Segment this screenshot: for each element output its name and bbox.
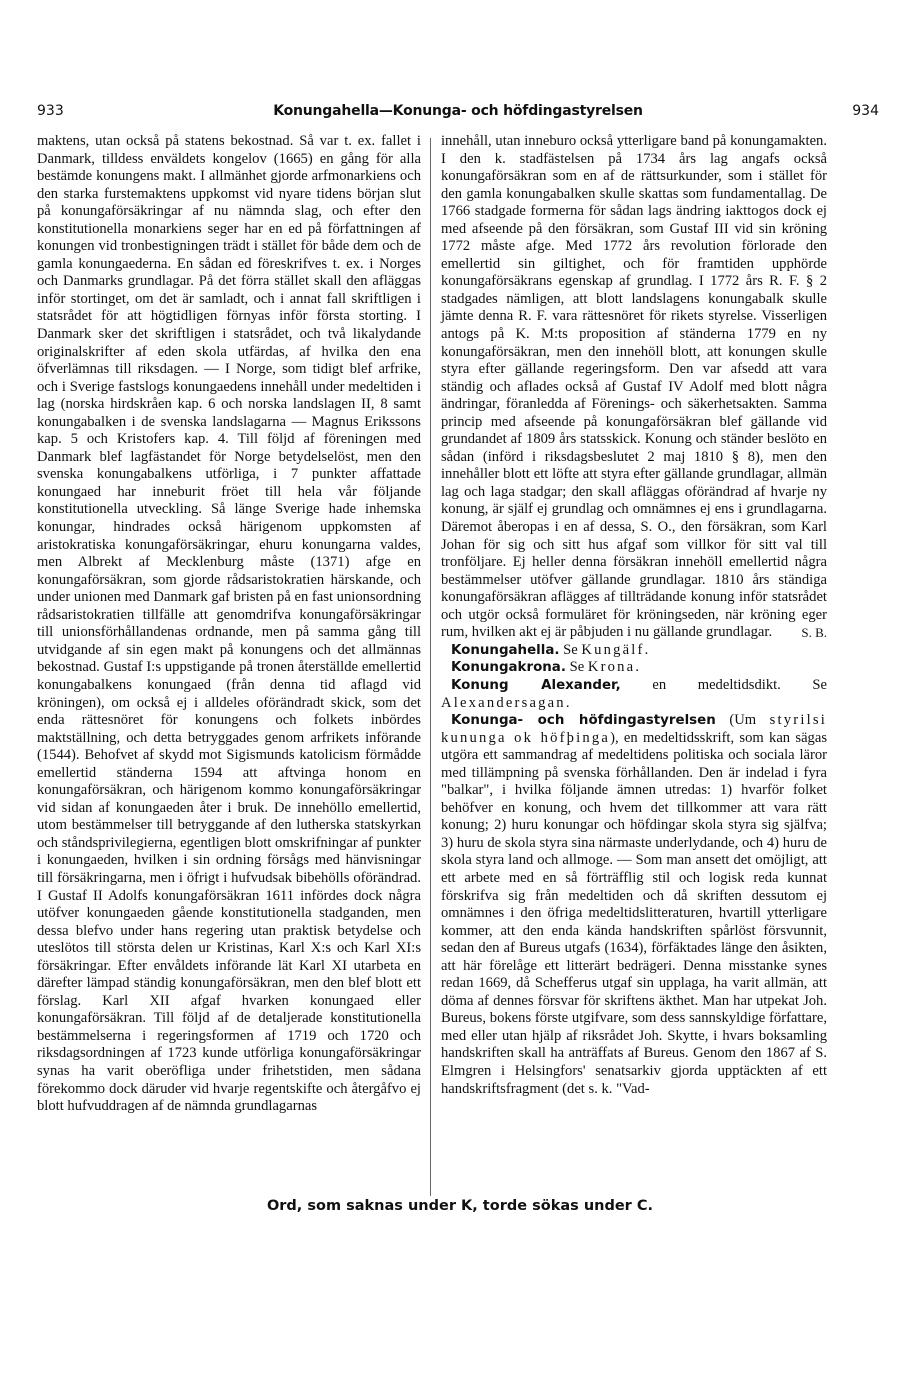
entry-end: . bbox=[644, 641, 649, 658]
entry-end: . bbox=[635, 659, 639, 676]
continuation-text: innehåll, utan inneburo också ytterligare band på konungamakten. I den k. stadfästelsen på 1734 års lag angafs också konungaförsäkran som en af de rättsurkunder, som i stället för den gamla konungabalken skulle skattas som fundamentallag. De 1766 stadgade formerna för sådan lags ändring iakttogos dock ej med afseende på den försäkran, som Gustaf III vid sin kröning 1772 måste afge. Med 1772 års revolution förlorade den emellertid sin giltighet, och för framtiden upphörde konungaförsäkrans egenskap af grundlag. I 1772 års R. F. § 2 stadgades nämligen, att blott landslagens konungabalk skulle jämte denna R. F. vara rättesnöret för rikets styrelse. Visserligen antogs på K. M:ts proposition af ständerna 1779 en ny konungaförsäkran, men den innehöll blott, att konungen skulle styra efter gällande regeringsform. Den var afsedd att vara ständig och aflades också af Gustaf IV Adolf med blott några ändringar, föranledda af Förenings- och säkerhetsakten. Samma princip med afseende på konungaförsäkran blef gällande vid grundandet af 1809 års statsskick. Konung och ständer beslöto en sådan (införd i riksdagsbeslutet 2 maj 1810 § 8), men den innehåller blott ett löfte att styra efter gällande grundlagar, allmän lag och laga stadgar; den skall afläggas oförändrad af hvarje ny konung, är själf ej grundlag och omnämnes ej ens i grundlagarna. Däremot åberopas i en af dessa, S. O., den försäkran, som Karl Johan för sig och sitt hus afgaf som villkor för sitt val till tronföljare. Ej heller denna försäkran innehöll emellertid några bestämmelser utöfver gällande grundlagar. 1810 års ständiga konungaförsäkran aflägges af tillträdande konung inför statsrådet och utgör också formuläret för kröningseden, när kröning eger rum, hvilken akt ej är påbjuden i nu gällande grundlagar. bbox=[441, 133, 827, 641]
footer-note: Ord, som saknas under K, torde sökas under C. bbox=[266, 1198, 654, 1214]
entry-cross-reference: Kungälf bbox=[581, 641, 645, 658]
right-page-number: 934 bbox=[852, 103, 879, 119]
entry-see: Se bbox=[569, 659, 585, 676]
entry-konunga-och-hofdingastyrelsen bbox=[441, 712, 827, 1098]
left-column bbox=[37, 133, 421, 1116]
author-signature: S. B. bbox=[801, 625, 827, 641]
entry-original-title: styrilsi kununga ok höfþinga bbox=[441, 712, 827, 746]
entry-cross-reference: Krona bbox=[587, 659, 636, 676]
running-header bbox=[37, 103, 879, 123]
entry-headword: Konunga- och höfdingastyrelsen bbox=[451, 713, 716, 729]
entry-headword: Konungakrona. bbox=[451, 660, 566, 676]
entry-body: ), en medeltidsskrift, som kan sägas utgöra ett sammandrag af medeltidens politiska och sociala läror med tillämpning på svenska förhållanden. Den är indelad i fyra "balkar", i hvilka följande ämnen utredas: 1) hvarför folket behöfver en konung, och hvem det tillkommer att vara rätt konung; 2) huru konungar och höfdingar skola styra sig själfva; 3) huru de skola styra sina närmaste underlydande, och 4) huru de skola styra land och allmoge. — Som man ansett det omöjligt, att ett arbete med en så förträfflig stil och logisk reda kunnat förskrifva sig från medeltiden och då skriften dessutom ej omnämnes i den öfriga medeltidslitteraturen, hvartill ytterligare kommer, att den enda kända handskriften spårlöst försvunnit, sedan den af Bureus utgafs (1634), förfäktades länge den åsikten, att här förelåge ett litterärt bedrägeri. Denna misstanke synes redan 1669, då Schefferus utgaf sin upplaga, ha varit allmän, att döma af dennes försvar för skriftens äkthet. Man har utpekat Joh. Bureus, bokens förste utgifvare, som dess sannskyldige författare, med eller utan hjälp af riksrådet Joh. Skytte, i hvars boksamling handskriften skall ha anträffats af Bureus. Genom den 1867 af S. Elmgren i Helsingfors' senatsarkiv gjorda upptäckten af ett handskriftsfragment (det s. k. "Vad- bbox=[441, 729, 827, 1097]
column-divider bbox=[430, 138, 431, 1196]
entry-headword: Konungahella. bbox=[451, 642, 560, 658]
right-column-continuation bbox=[441, 133, 827, 642]
running-title: Konungahella—Konunga- och höfdingastyrelsen bbox=[273, 103, 643, 119]
entry-cross-reference: Alexandersagan bbox=[441, 694, 566, 711]
entry-konungahella bbox=[441, 642, 827, 660]
entry-see: Se bbox=[563, 641, 578, 658]
entry-end: . bbox=[565, 694, 570, 711]
left-page-number: 933 bbox=[37, 103, 64, 119]
entry-paren-open: (Um bbox=[729, 712, 757, 729]
right-column bbox=[441, 133, 827, 1098]
left-column-text: maktens, utan också på statens bekostnad. Så var t. ex. fallet i Danmark, tilldess enväldets kongelov (1665) en gång för alla bestämde konungens makt. I allmänhet gjorde arfmonarkiens och den starka furstemaktens uppkomst vid nyare tidens början slut på konungaförsäkringar af nu nämnda slag, och efter den konstitutionella monarkiens seger har en ed på författningen af konungen vid tronbestigningen trädt i stället för både dem och de gamla konungaederna. En sådan ed föreskrifves t. ex. i Norges och Danmarks grundlagar. På det förra stället skall den afläggas inför stortinget, om det är samladt, och i annat fall skriftligen i statsrådet för att högtidligen förnyas inför första storting. I Danmark sker det skriftligen i statsrådet, och två likalydande originalskrifter af eden skola utfärdas, af hvilka den ena öfverlämnas till riksdagen. — I Norge, som tidigt blef arfrike, och i Sverige fastslogs konungaedens innehåll under medeltiden i lag (norska hirdskråen kap. 6 och norska landslagen II, 8 samt konungabalken i de svenska landslagarna — Magnus Erikssons kap. 5 och Kristofers kap. 4. Till följd af föreningen med Danmark blef lagfästandet för Norge betydelselöst, men den svenska konungabalkens utförliga, i 7 punkter affattade konungaed har inneburit fröet till hela vår följande konstitutionella utveckling. Så länge Sverige hade inhemska konungar, hindrades också härigenom uppkomsten af aristokratiska konungaförsäkringar, ehuru konungarna valdes, men Albrekt af Mecklenburg måste (1371) afge en konungaförsäkran, som gjorde rådsaristokratien härskande, och under unionen med Danmark gaf bristen på en fast unionsordning rådsaristokratien tillfälle att genomdrifva konungaförsäkringar till unionsförhållandenas ordnande, men på samma gång till utvidgande af sin egen makt på konungens och det allmännas bekostnad. Gustaf I:s uppstigande på tronen återställde emellertid konungabalkens konungaed (från denna tid aflagd vid kröningen), om också ej i alldeles oförändradt skick, som det enda rättesnöret för konungens och folkets inbördes maktställning, och detta betryggades genom arfrikets införande (1544). Behofvet af skydd mot Sigismunds katolicism förmådde emellertid ständerna 1594 att aftvinga honom en konungaförsäkran, och härigenom kommo konungaförsäkringar vid sidan af konungaeden åter i bruk. De innehöllo emellertid, utom bestämmelser till betryggande af den lutherska statskyrkan och ståndsprivilegierna, egentligen blott omskrifningar af punkter i konungaeden, hvilken i sin ordning försågs med hänvisningar till försäkringarna, men i öfrigt i hufvudsak bibehölls oförändrad. I Gustaf II Adolfs konungaförsäkran 1611 infördes dock några utöfver konungaeden gående konstitutionella stadganden, men dessa blefvo under hans regering utan praktisk betydelse och uteslötos till största delen ur Kristinas, Karl X:s och Karl XI:s försäkringar. Efter envåldets införande lät Karl XI utarbeta en därefter lämpad ständig konungaförsäkran, men den blef blott ett förslag. Karl XII afgaf hvarken konungaed eller konungaförsäkran. Till följd af de detaljerade konstitutionella bestämmelserna i regeringsformen af 1719 och 1720 och riksdagsordningen af 1723 kunde utförliga konungaförsäkringar synas ha varit oberöfliga under frihetstiden, men sådana förekommo dock däruder vid hvarje regentskifte och återgåfvo ej blott hufvuddragen af de nämnda grundlagarnas bbox=[37, 133, 421, 1115]
entry-konung-alexander bbox=[441, 677, 827, 712]
entry-see: en medeltidsdikt. Se bbox=[652, 676, 827, 693]
entry-headword: Konung Alexander, bbox=[451, 677, 621, 693]
entry-konungakrona bbox=[441, 659, 827, 677]
